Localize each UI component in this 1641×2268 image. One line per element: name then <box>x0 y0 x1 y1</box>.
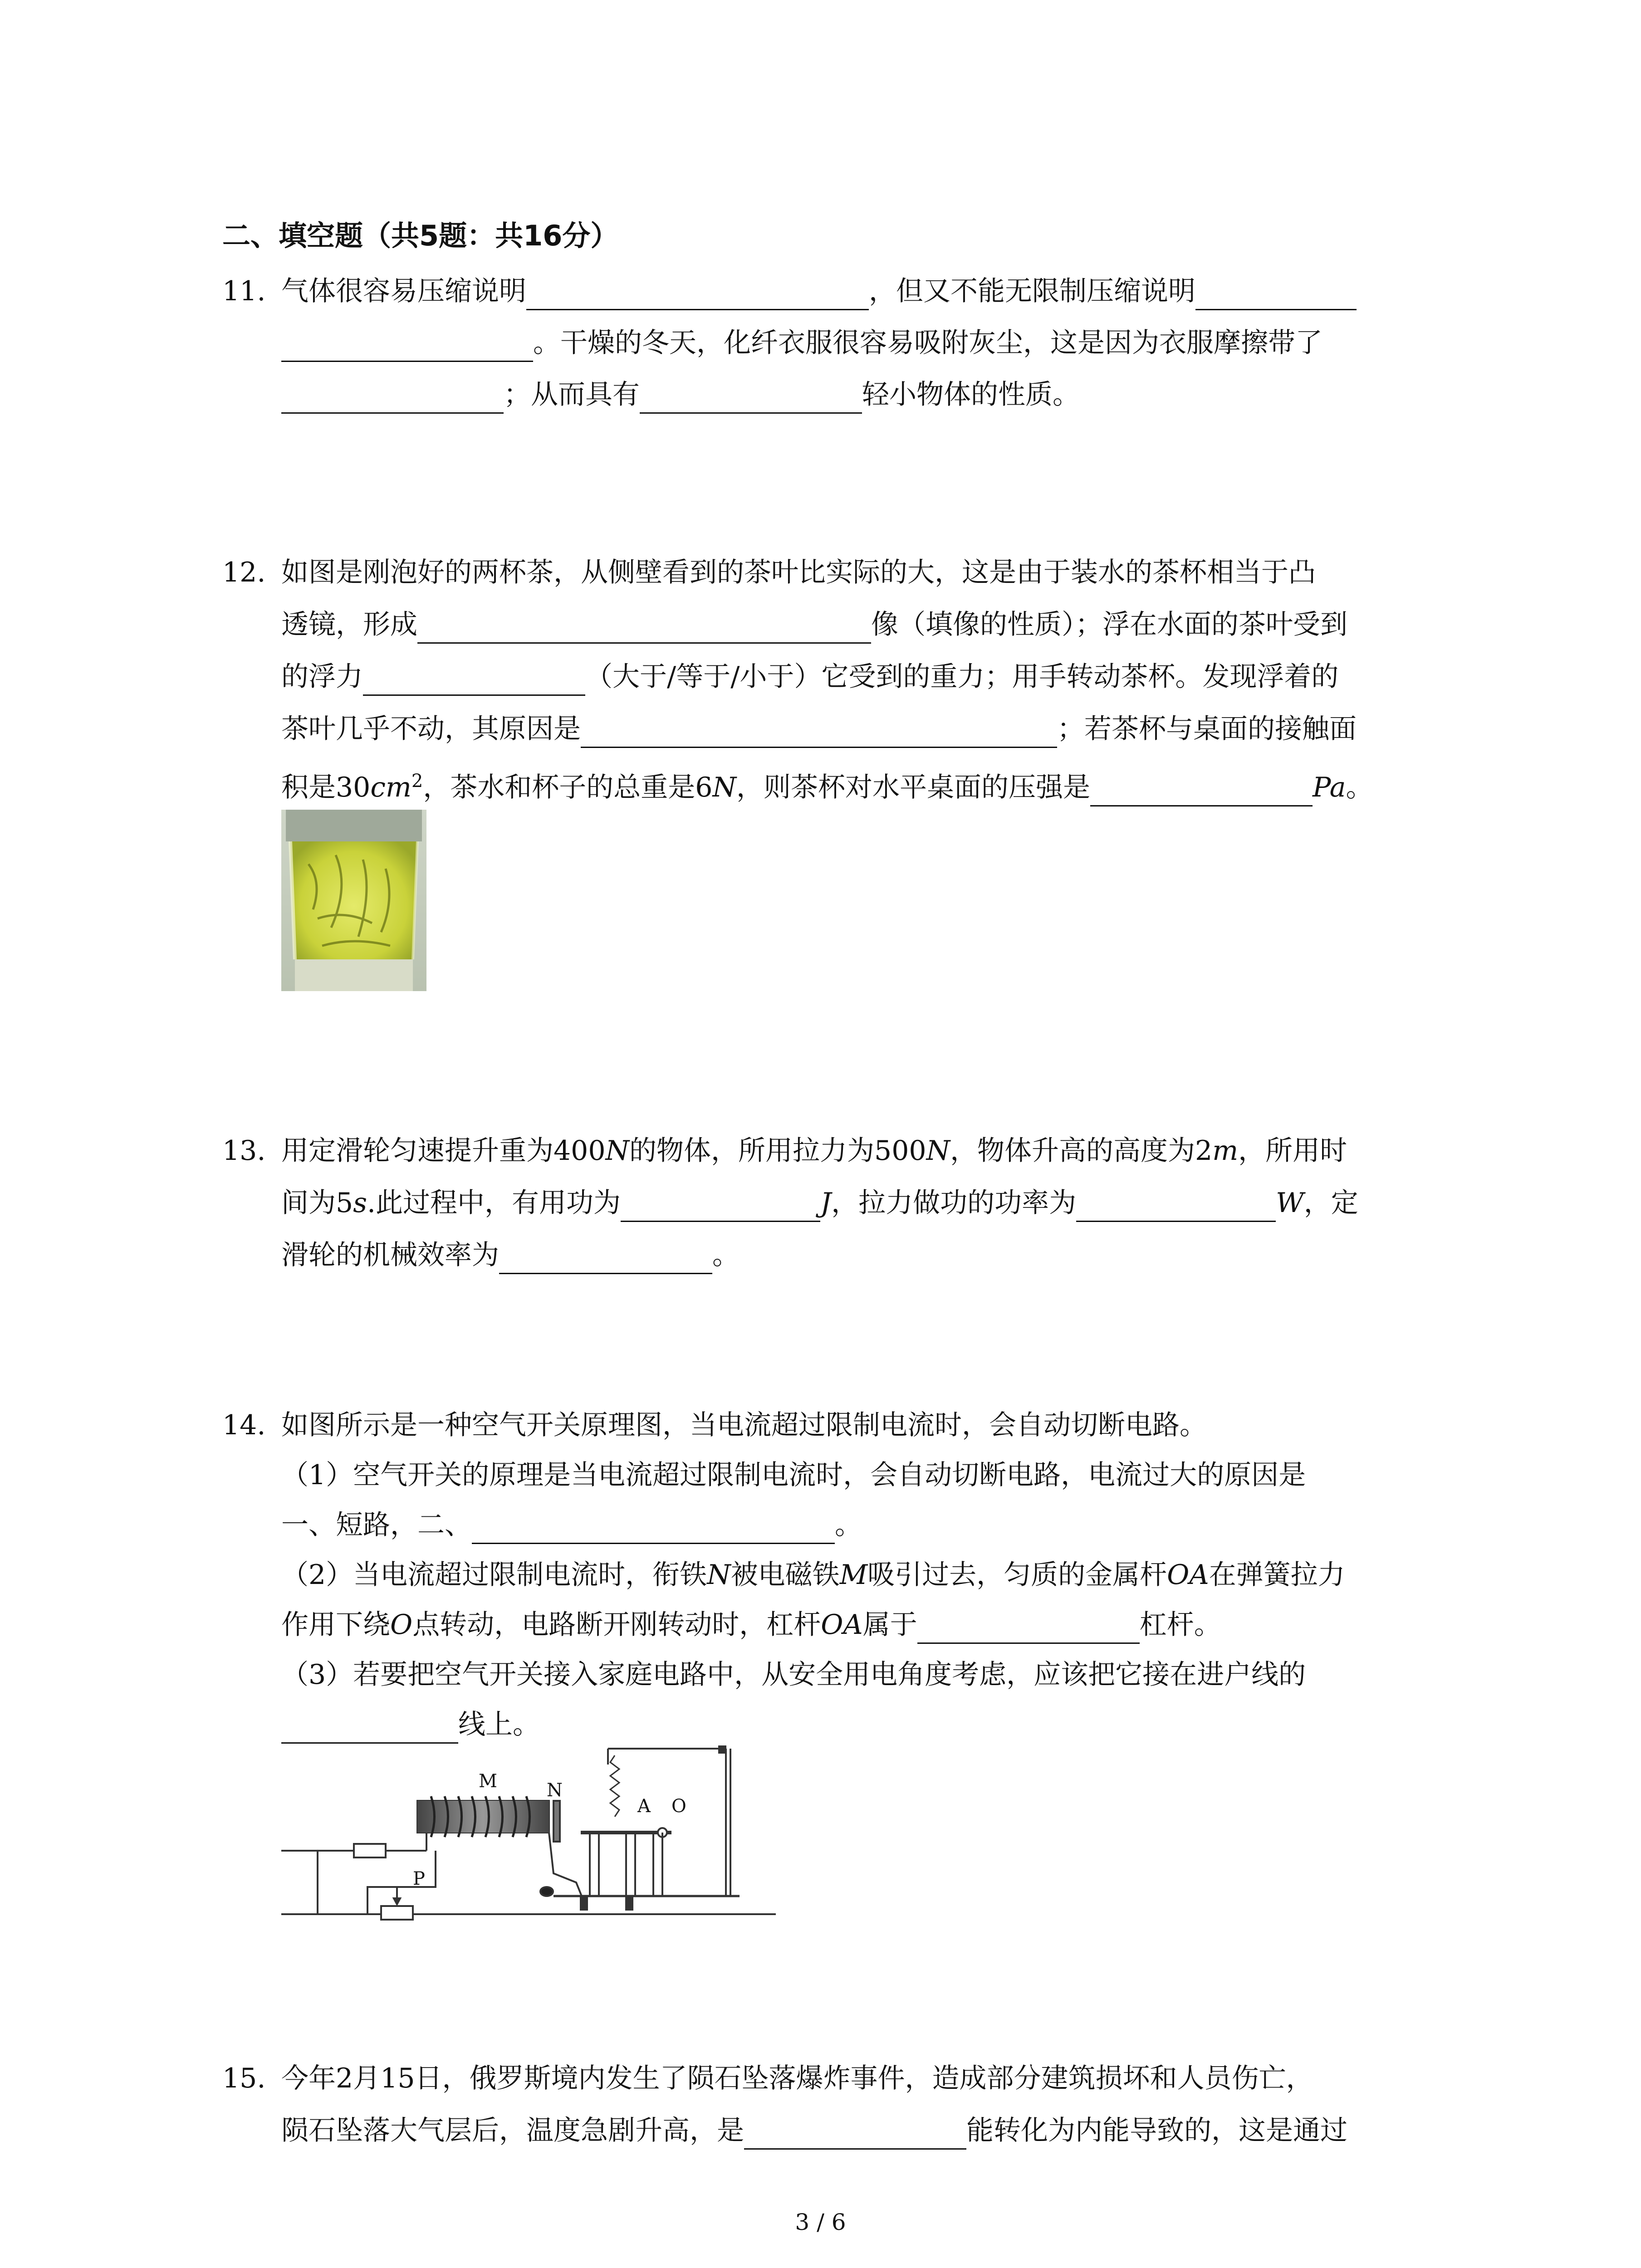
q11-text: ，但又不能无限制压缩说明 <box>869 275 1195 307</box>
q13-text: ，所用时 <box>1238 1135 1347 1167</box>
q13-text: 间为5 <box>281 1187 353 1219</box>
q14-blank-1[interactable] <box>472 1514 835 1544</box>
q12-text: 积是30 <box>281 772 371 803</box>
q13-unit: J <box>820 1187 832 1219</box>
q14-text: 。 <box>835 1509 862 1541</box>
q13-blank-2[interactable] <box>1076 1192 1276 1222</box>
q12-text: 茶叶几乎不动，其原因是 <box>281 713 581 745</box>
q11-number: 11. <box>222 275 266 307</box>
q12-sup: 2 <box>411 771 423 792</box>
q12-text: （大于/等于/小于）它受到的重力；用手转动茶杯。发现浮着的 <box>585 661 1339 693</box>
q11-line-2 <box>281 324 1323 362</box>
q13-text: ，定 <box>1303 1187 1358 1219</box>
air-switch-diagram <box>281 1737 780 1928</box>
q12-line-2 <box>281 606 1347 644</box>
q14-line-2: （1）空气开关的原理是当电流超过限制电流时，会自动切断电路，电流过大的原因是 <box>281 1459 1306 1491</box>
q13-blank-3[interactable] <box>499 1244 712 1274</box>
q13-blank-1[interactable] <box>621 1192 820 1222</box>
q14-text: 属于 <box>862 1609 917 1641</box>
q11-blank-3[interactable] <box>281 383 504 414</box>
q12-line-1: 如图是刚泡好的两杯茶，从侧壁看到的茶叶比实际的大，这是由于装水的茶杯相当于凸 <box>281 557 1316 588</box>
q13-number: 13. <box>222 1135 266 1167</box>
q12-text: ，茶水和杯子的总重是6 <box>423 772 713 803</box>
q11-line-3 <box>281 376 1080 414</box>
q14-text: 在弹簧拉力 <box>1209 1559 1345 1591</box>
q15-text: 陨石坠落大气层后，温度急剧升高，是 <box>281 2115 744 2146</box>
q14-line-4 <box>281 1556 1345 1594</box>
q12-unit: Pa <box>1313 772 1346 803</box>
q15-blank-1[interactable] <box>744 2119 966 2150</box>
q12-blank-1[interactable] <box>417 613 871 644</box>
q12-line-5 <box>281 762 1373 807</box>
q14-text: 点转动，电路断开刚转动时，杠杆 <box>412 1609 821 1641</box>
q13-unit: N <box>926 1135 950 1167</box>
q13-text: 的物体，所用拉力为500 <box>629 1135 926 1167</box>
q13-text: ，物体升高的高度为2 <box>950 1135 1213 1167</box>
q11-blank-2[interactable] <box>1195 280 1357 310</box>
q12-line-4 <box>281 710 1357 748</box>
q13-unit: N <box>605 1135 630 1167</box>
q14-var: OA <box>1167 1559 1209 1591</box>
q13-line-1 <box>281 1132 1347 1170</box>
q12-text: 。 <box>1346 772 1373 803</box>
q12-number: 12. <box>222 557 266 588</box>
q11-text: ；从而具有 <box>504 379 640 411</box>
label-O: O <box>671 1796 686 1817</box>
q13-text: .此过程中，有用功为 <box>367 1187 621 1219</box>
q12-text: 透镜，形成 <box>281 609 417 640</box>
q12-blank-3[interactable] <box>581 718 1057 748</box>
q14-var: OA <box>821 1609 863 1641</box>
q13-text: 滑轮的机械效率为 <box>281 1239 499 1271</box>
q11-blank-4[interactable] <box>640 383 862 414</box>
q15-text: 能转化为内能导致的，这是通过 <box>966 2115 1347 2146</box>
q12-unit: N <box>712 772 736 803</box>
q12-text: ，则茶杯对水平桌面的压强是 <box>736 772 1090 803</box>
resistor <box>354 1844 386 1857</box>
q12-blank-4[interactable] <box>1090 776 1313 807</box>
q15-line-2 <box>281 2112 1347 2150</box>
q11-text: 轻小物体的性质。 <box>862 379 1080 411</box>
label-M: M <box>479 1771 497 1792</box>
q13-text: 用定滑轮匀速提升重为400 <box>281 1135 606 1167</box>
q11-text: 。干燥的冬天，化纤衣服很容易吸附灰尘，这是因为衣服摩擦带了 <box>533 327 1323 359</box>
page-number: 3 / 6 <box>795 2209 846 2235</box>
q13-text: 。 <box>712 1239 740 1271</box>
q14-text: 被电磁铁 <box>730 1559 840 1591</box>
q14-var: O <box>390 1609 413 1641</box>
rheostat <box>381 1906 413 1920</box>
q14-line-5 <box>281 1606 1221 1644</box>
q14-var: N <box>707 1559 731 1591</box>
q14-text: （2）当电流超过限制电流时，衔铁 <box>281 1559 707 1591</box>
q13-line-2 <box>281 1184 1358 1222</box>
q11-blank-2-cont[interactable] <box>281 332 533 362</box>
q13-unit: m <box>1212 1135 1239 1167</box>
q11-blank-1[interactable] <box>526 280 869 310</box>
q14-text: 作用下绕 <box>281 1609 390 1641</box>
q13-unit: W <box>1276 1187 1304 1219</box>
q12-unit: cm <box>370 772 411 803</box>
q14-text: 杠杆。 <box>1139 1609 1221 1641</box>
q12-line-3 <box>281 658 1338 696</box>
q14-line-3 <box>281 1506 862 1544</box>
q14-number: 14. <box>222 1409 266 1441</box>
q14-line-6: （3）若要把空气开关接入家庭电路中，从安全用电角度考虑，应该把它接在进户线的 <box>281 1659 1306 1691</box>
section-title: 二、填空题（共5题：共16分） <box>222 219 619 252</box>
q14-text: 一、短路，二、 <box>281 1509 472 1541</box>
q13-line-3 <box>281 1236 740 1274</box>
label-A: A <box>637 1796 651 1817</box>
q11-line-1 <box>281 272 1357 310</box>
tea-cup-image <box>281 810 426 991</box>
q12-text: ；若茶杯与桌面的接触面 <box>1057 713 1357 745</box>
q14-line-1: 如图所示是一种空气开关原理图，当电流超过限制电流时，会自动切断电路。 <box>281 1409 1207 1441</box>
q11-text: 气体很容易压缩说明 <box>281 275 526 307</box>
q14-text: 线上。 <box>458 1709 540 1740</box>
q14-blank-2[interactable] <box>917 1613 1140 1644</box>
label-N: N <box>547 1780 563 1801</box>
q13-text: ，拉力做功的功率为 <box>831 1187 1077 1219</box>
q12-text: 的浮力 <box>281 661 363 693</box>
q14-text: 吸引过去，匀质的金属杆 <box>867 1559 1167 1591</box>
q14-var: M <box>839 1559 868 1591</box>
label-P: P <box>413 1868 425 1889</box>
q12-blank-2[interactable] <box>363 665 585 696</box>
q15-number: 15. <box>222 2063 266 2094</box>
q12-text: 像（填像的性质）；浮在水面的茶叶受到 <box>871 609 1347 640</box>
q13-unit: s <box>353 1187 367 1219</box>
q15-line-1: 今年2月15日，俄罗斯境内发生了陨石坠落爆炸事件，造成部分建筑损坏和人员伤亡， <box>281 2063 1313 2094</box>
